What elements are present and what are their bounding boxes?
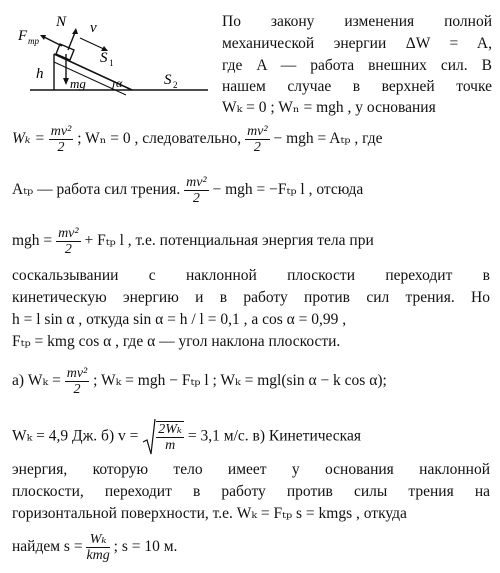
frac-num: Wₖ <box>86 532 109 548</box>
label-v: v <box>90 20 97 36</box>
text-line-1: По закону изменения полной <box>222 13 492 30</box>
text-line-16: плоскости, переходит в работу против силы трения на <box>12 483 490 500</box>
frac-num: mv² <box>186 175 207 190</box>
line13-end: ; Wₖ = mgh − Fₜₚ l ; Wₖ = mgl(sin α − k cos α); <box>93 372 387 390</box>
text-line-14 <box>12 418 361 456</box>
frac-num: mv² <box>58 226 79 241</box>
frac-den: 2 <box>192 191 200 206</box>
text-line-8 <box>12 226 374 257</box>
label-F: F <box>18 28 28 44</box>
frac-den: 2 <box>253 140 261 155</box>
label-mg: mg <box>70 76 86 91</box>
block <box>56 44 74 60</box>
frac-den: 2 <box>64 242 72 257</box>
label-N: N <box>56 14 67 30</box>
fraction-mv2-2-c <box>184 175 209 206</box>
label-S2: S <box>164 72 172 88</box>
line8-end: + Fₜₚ l , т.е. потенциальная энергия тела при <box>84 232 374 250</box>
sqrt-expression <box>142 418 184 456</box>
inclined-plane-figure <box>14 12 210 108</box>
text-line-7 <box>12 175 363 206</box>
frac-den: kmg <box>86 548 110 563</box>
fraction-mv2-2 <box>49 124 74 155</box>
text-line-17: горизонтальной поверхности, т.е. Wₖ = Fₜₚ s = kmgs , откуда <box>12 505 407 522</box>
text-line-18 <box>12 532 177 563</box>
text-line-11: h = l sin α , откуда sin α = h / l = 0,1 , а cos α = 0,99 , <box>12 311 347 328</box>
line13-start: а) Wₖ = <box>12 372 61 390</box>
gravity-arrow-head <box>63 78 69 85</box>
line18-start: найдем s = <box>12 538 83 556</box>
sqrt-sign-icon <box>142 418 156 456</box>
frac-den: 2 <box>73 382 81 397</box>
label-S1-sub: 1 <box>109 58 114 68</box>
fraction-mv2-2-d <box>56 226 81 257</box>
label-F-sub: тр <box>28 36 39 46</box>
text-line-10: кинетическую энергию и в работу против сил трения. Но <box>12 289 490 306</box>
frac-num: mv² <box>66 366 88 381</box>
text-line-6 <box>12 124 382 155</box>
fraction-mv2-2-e <box>65 366 90 397</box>
line14-start: Wₖ = 4,9 Дж. б) v = <box>12 427 139 445</box>
frac-num: mv² <box>247 124 268 139</box>
frac-num: mv² <box>50 124 72 139</box>
text-line-9: соскальзывании с наклонной плоскости переходит в <box>12 267 490 284</box>
line6-end: − mgh = Aₜₚ , где <box>273 130 383 148</box>
line7-start: Aₜₚ — работа сил трения. <box>12 181 181 199</box>
frac-den: m <box>165 438 176 453</box>
line14-end: = 3,1 м/с. в) Кинетическая <box>187 427 361 445</box>
label-S1: S <box>100 50 108 66</box>
text-line-4: нашем случае в верхней точке <box>222 78 492 95</box>
w-kinetic: Wₖ = <box>12 130 45 148</box>
frac-num: 2Wₖ <box>158 422 183 437</box>
frac-den: 2 <box>57 140 65 155</box>
label-alpha: α <box>116 76 123 90</box>
line6-middle: ; Wₙ = 0 , следовательно, <box>77 130 242 148</box>
normal-arrow-head <box>72 28 78 34</box>
fraction-2wk-m <box>156 421 184 453</box>
line7-end: − mgh = −Fₜₚ l , отсюда <box>212 181 364 199</box>
text-line-15: энергия, которую тело имеет у основания наклонной <box>12 461 490 478</box>
text-line-13 <box>12 366 387 397</box>
line18-end: ; s = 10 м. <box>113 538 178 556</box>
alpha-arc <box>112 82 114 90</box>
label-S2-sub: 2 <box>173 80 178 90</box>
velocity-arrow <box>80 38 106 50</box>
text-line-2: механической энергии ΔW = A, <box>222 35 492 52</box>
label-h: h <box>36 66 44 82</box>
fraction-wk-kmg <box>86 532 109 563</box>
text-line-12: Fₜₚ = kmg cos α , где α — угол наклона плоскости. <box>12 333 341 350</box>
text-line-3: где A — работа внешних сил. В <box>222 57 492 74</box>
fraction-mv2-2-b <box>245 124 270 155</box>
text-line-5: Wₖ = 0 ; Wₙ = mgh , у основания <box>222 99 436 116</box>
line8-start: mgh = <box>12 232 53 250</box>
